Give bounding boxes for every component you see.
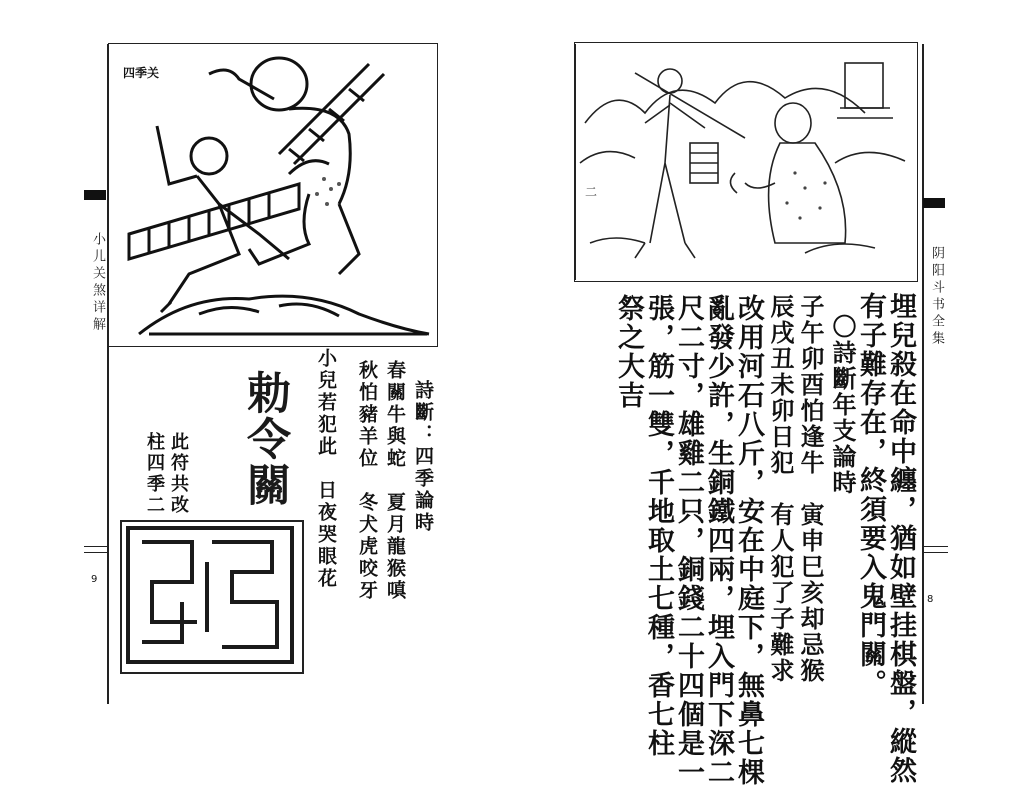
right-page-double-bar bbox=[922, 546, 948, 553]
body-line-2: 有子難存在，終須要入鬼門關。 bbox=[855, 292, 886, 698]
left-page bbox=[0, 0, 512, 723]
talisman-seal bbox=[120, 520, 304, 674]
illustration-caption-two: 二 bbox=[585, 185, 598, 199]
body-line-3: 〇詩斷年支論時 bbox=[828, 314, 857, 496]
poem-title: 詩斷：四季論時 bbox=[412, 380, 434, 534]
illustration-caption-four-seasons: 四季关 bbox=[123, 66, 160, 80]
woodcut-drawing bbox=[109, 44, 437, 346]
body-line-10: 祭之大吉 bbox=[613, 294, 644, 410]
talisman-calligraphy: 勅令關 bbox=[239, 370, 290, 508]
woodcut-drawing bbox=[575, 43, 917, 281]
poem-line-1: 春關牛與蛇 夏月龍猴嗔 bbox=[384, 360, 406, 602]
body-line-8: 尺二寸，雄雞二只，銅錢二十四個是一 bbox=[673, 294, 704, 787]
left-side-title: 小儿关煞详解 bbox=[90, 232, 105, 334]
family-scene-illustration bbox=[574, 42, 918, 282]
body-line-9: 張，筋一雙，千地取土七種，香七柱 bbox=[643, 294, 674, 758]
poem-line-2: 秋怕豬羊位 冬犬虎咬牙 bbox=[356, 360, 378, 602]
four-seasons-illustration bbox=[108, 43, 438, 347]
body-line-7: 亂發少許，生銅鐵四兩，埋入門下深二 bbox=[703, 294, 734, 787]
body-line-6: 改用河石八斤，安在中庭下，無鼻七棵 bbox=[733, 294, 764, 787]
right-side-title: 阴阳斗书全集 bbox=[929, 246, 944, 348]
right-page-number: 8 bbox=[927, 594, 934, 605]
note-line-1: 此符共改 bbox=[168, 432, 189, 516]
left-page-double-bar bbox=[84, 546, 108, 553]
body-line-1: 埋兒殺在命中纏，猶如壁挂棋盤，縱然 bbox=[885, 292, 916, 785]
right-page-tab-mark bbox=[923, 198, 945, 208]
left-page-tab-mark bbox=[84, 190, 106, 200]
poem-line-3: 小兒若犯此 日夜哭眼花 bbox=[315, 348, 337, 590]
seal-pattern-icon bbox=[122, 522, 298, 668]
body-line-5: 辰戌丑未卯日犯 有人犯了子難求 bbox=[766, 294, 795, 684]
right-page-left-rule bbox=[574, 44, 576, 280]
body-line-4: 子午卯酉怕逢牛 寅申巳亥却忌猴 bbox=[796, 294, 825, 684]
right-page-inner-rule bbox=[922, 44, 924, 704]
note-line-2: 柱四季二 bbox=[144, 432, 165, 516]
left-page-number: 9 bbox=[91, 574, 98, 585]
right-page bbox=[512, 0, 1024, 787]
